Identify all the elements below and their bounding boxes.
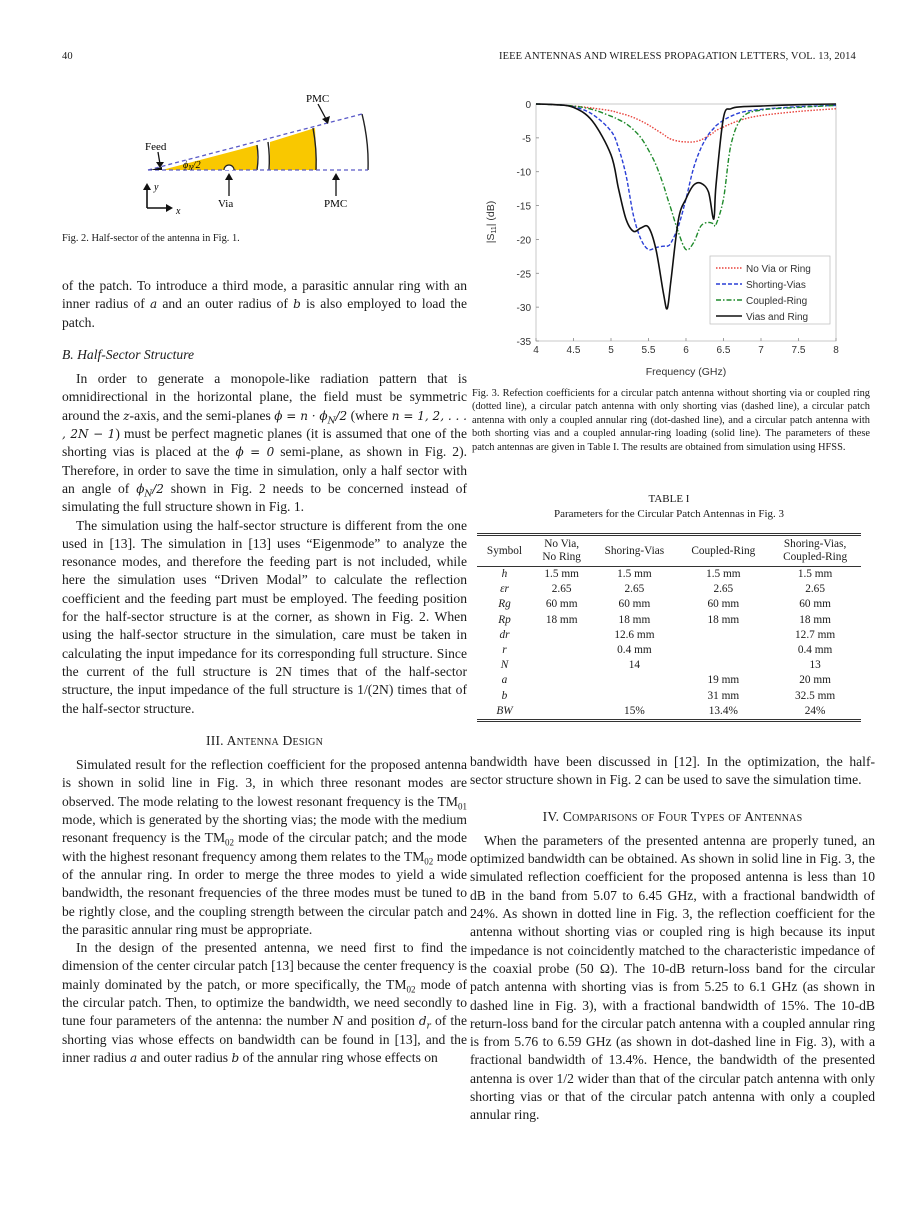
table-row: [477, 704, 861, 721]
column-header: Shoring-Vias, Coupled-Ring: [783, 538, 848, 563]
value-cell: 1.5 mm: [544, 568, 579, 580]
value-cell: 1.5 mm: [706, 568, 741, 580]
value-cell: 60 mm: [545, 598, 578, 611]
section-heading-iv: IV. Comparisons of Four Types of Antennas: [542, 808, 803, 824]
value-cell: [591, 673, 677, 688]
value-cell: 60 mm: [618, 598, 651, 611]
value-cell: 1.5 mm: [617, 568, 652, 580]
x-tick-label: 8: [833, 345, 839, 356]
value-cell: [677, 658, 769, 673]
y-tick-label: 0: [525, 100, 531, 111]
value-cell: [532, 704, 591, 721]
legend-entry: Shorting-Vias: [746, 280, 806, 291]
symbol-cell: Rg: [498, 598, 511, 611]
value-cell: 20 mm: [799, 674, 831, 687]
table-row: [477, 597, 861, 612]
x-axis-title: Frequency (GHz): [645, 366, 727, 378]
chart-legend: [710, 256, 830, 324]
legend-entry: Coupled-Ring: [746, 296, 808, 307]
y-tick-label: -5: [522, 133, 531, 145]
value-cell: [677, 628, 769, 643]
table-1: [477, 492, 861, 722]
value-cell: 15%: [624, 704, 645, 717]
symbol-cell: BW: [496, 704, 513, 717]
parameters-table: [477, 533, 861, 722]
legend-entry: No Via or Ring: [746, 264, 811, 275]
y-tick-label: -35: [516, 337, 531, 348]
value-cell: 31 mm: [707, 689, 740, 702]
x-tick-label: 4: [533, 345, 539, 356]
feed-label: Feed: [145, 141, 167, 153]
value-cell: 19 mm: [707, 674, 740, 687]
table-row: [477, 567, 861, 583]
value-cell: 2.65: [805, 583, 825, 596]
value-cell: 32.5 mm: [795, 689, 836, 702]
value-cell: [532, 658, 591, 673]
table-row: [477, 658, 861, 673]
value-cell: 0.4 mm: [797, 644, 833, 657]
value-cell: 24%: [804, 704, 826, 717]
symbol-cell: a: [501, 674, 508, 687]
x-tick-label: 7.5: [791, 345, 806, 356]
x-tick-label: 5.5: [641, 345, 656, 356]
table-row: [477, 689, 861, 704]
value-cell: [677, 643, 769, 658]
x-tick-label: 7: [758, 345, 764, 356]
y-tick-label: -25: [516, 269, 531, 281]
journal-header: IEEE ANTENNAS AND WIRELESS PROPAGATION LETTERS, VOL. 13, 2014: [499, 51, 856, 62]
column-header: Coupled-Ring: [691, 544, 756, 557]
y-tick-label: -30: [516, 303, 531, 315]
x-tick-label: 5: [608, 345, 614, 356]
y-axis-title: |S11| (dB): [485, 200, 498, 244]
value-cell: 12.7 mm: [795, 628, 836, 641]
column-header: Shoring-Vias: [604, 544, 665, 557]
table-row: [477, 673, 861, 688]
x-tick-label: 6.5: [716, 345, 731, 356]
page-number: 40: [62, 51, 73, 62]
pmc-bottom-label: PMC: [324, 198, 348, 210]
table-row: [477, 613, 861, 628]
half-sector-diagram: [140, 90, 380, 220]
value-cell: 14: [628, 659, 641, 672]
value-cell: [532, 673, 591, 688]
x-tick-label: 6: [683, 345, 689, 356]
paragraph: of the patch. To introduce a third mode, a parasitic annular ring with an inner radius of a and an outer radius of b is also employed to load the patch.: [62, 278, 468, 330]
paragraph: The simulation using the half-sector structure is different from the one used in [13]. The simulation in [13] uses “Eigenmode” to analyze the resonance modes, and therefore the feeding part is not included, while here the simulation uses “Driven Modal” to calculate the reflection coefficient and the feeding part must be employed. The feeding position for the half-sector structure is at the corner, as shown in Fig. 2. When using the half-sector structure in the simulation, care must be taken in calculating the input impedance for its corresponding full structure. Since the current of the full structure is 2N times that of the half-sector structure, the input impedance of the full structure is 1/(2N) times that of the half-sector structure.: [62, 517, 467, 716]
column-header: No Via, No Ring: [542, 538, 581, 563]
value-cell: 18 mm: [707, 613, 740, 626]
ring-sector: [270, 128, 317, 170]
y-tick-label: -20: [516, 235, 531, 247]
symbol-cell: r: [502, 644, 507, 657]
x-axis-label: x: [176, 206, 181, 217]
subsection-heading-b: B. Half-Sector Structure: [62, 346, 195, 362]
value-cell: 18 mm: [799, 613, 831, 626]
symbol-cell: εr: [500, 583, 509, 596]
y-axis-label: y: [154, 182, 159, 193]
table-row: [477, 643, 861, 658]
value-cell: 1.5 mm: [797, 568, 833, 580]
value-cell: 60 mm: [707, 598, 740, 611]
value-cell: 0.4 mm: [617, 644, 652, 657]
table-title: Parameters for the Circular Patch Antennas in Fig. 3: [553, 508, 785, 520]
via-symbol: [224, 165, 234, 170]
value-cell: 18 mm: [545, 613, 578, 626]
paragraph: bandwidth have been discussed in [12]. In the optimization, the half-sector structure shown in Fig. 2 can be used to save the simulation time.: [470, 754, 875, 788]
value-cell: 2.65: [551, 583, 572, 596]
value-cell: 60 mm: [799, 598, 831, 611]
symbol-cell: Rp: [498, 613, 511, 626]
patch-sector: [162, 145, 257, 170]
value-cell: 12.6 mm: [614, 628, 655, 641]
symbol-cell: h: [501, 568, 508, 580]
section-heading-iii: III. Antenna Design: [205, 732, 323, 748]
value-cell: [532, 689, 591, 704]
left-column: [62, 277, 467, 1067]
symbol-cell: b: [501, 689, 508, 702]
value-cell: 2.65: [624, 583, 645, 596]
column-header: Symbol: [486, 544, 523, 557]
paragraph: Simulated result for the reflection coefficient for the proposed antenna is shown in solid line in Fig. 3, in which three resonant modes are observed. The mode relating to the lowest resonant frequency is the $TM_{01}$ mode, which is generated by the shorting vias; the mode with the medium resonant frequency is the $TM_{02}$ mode of the circular patch; and the mode with the highest resonant frequency among them relates to the $TM_{02}$ mode of the annular ring. In order to merge the three modes to yield a wide bandwidth, the resonant frequencies of the three modes must be tuned to be rightly close, and the coupling strength between the circular patch and the parasitic annular ring must be appropriate.: [62, 757, 467, 937]
table-row: [477, 582, 861, 597]
legend-entry: Vias and Ring: [746, 312, 809, 323]
angle-label: $\phi_N/2$: [183, 160, 201, 172]
via-label: Via: [218, 198, 234, 210]
symbol-cell: N: [500, 659, 509, 672]
paragraph: When the parameters of the presented antenna are properly tuned, an optimized bandwidth can be obtained. As shown in solid line in Fig. 3, the simulated reflection coefficient for the proposed antenna is less than 10 dB in the band from 5.07 to 6.45 GHz, with a fractional bandwidth of 24%. As shown in dotted line in Fig. 3, the reflection coefficient for the antenna without shorting vias or coupled ring is high because its input impedance is not coincidently matched to the characteristic impedance of the coaxial probe (50 Ω). The 10-dB return-loss band for the circular patch antenna with shorting vias is from 5.25 to 6.1 GHz (as shown in dashed line in Fig. 3), with a fractional bandwidth of 15%. The 10-dB return-loss band for the circular patch antenna with a coupled annular ring is from 5.76 to 6.59 GHz (as shown in dot-dashed line in Fig. 3), with a fractional bandwidth of 13.4%. Hence, the bandwidth of the presented antenna is over 1/2 wider than that of the circular patch antenna with only shorting vias or that of the circular patch antenna with only a coupled annular ring.: [470, 832, 875, 1123]
value-cell: 2.65: [713, 583, 734, 596]
y-tick-label: -10: [516, 167, 531, 179]
fig3-caption: Fig. 3. Refection coefficients for a circular patch antenna without shorting via or coupled ring (dotted line), a circular patch antenna with only shorting vias (dashed line), a circular patch antenna with only a coupled annular ring (dot-dashed line), and a circular patch antenna with both shorting vias and a coupled annular-ring loading (solid line). The parameters of these patch antennas are given in Table I. The results are obtained from simulation using HFSS.: [472, 388, 870, 453]
figure-2: [140, 90, 380, 220]
s11-chart: [470, 90, 850, 380]
table-label: TABLE I: [648, 493, 690, 505]
value-cell: [532, 643, 591, 658]
symbol-cell: dr: [499, 628, 510, 641]
value-cell: 18 mm: [618, 613, 651, 626]
paragraph: In order to generate a monopole-like radiation pattern that is omnidirectional in the horizontal plane, the field must be symmetric around the z-axis, and the semi-planes $\phi = n \cdot \phi_N/2$ (where n = 1, 2, . . . , 2N − 1) must be perfect magnetic planes (it is assumed that one of the shorting vias is placed at the ϕ = 0 semi-plane, as shown in Fig. 2). Therefore, in order to save the time in simulation, only a half sector with an angle of $\phi_N/2$ shown in Fig. 2 needs to be concerned instead of simulating the full structure shown in Fig. 1.: [62, 371, 468, 515]
x-tick-label: 4.5: [566, 345, 581, 356]
right-column: [470, 753, 875, 1125]
value-cell: 13.4%: [708, 704, 738, 717]
value-cell: [532, 628, 591, 643]
y-tick-label: -15: [516, 201, 531, 213]
value-cell: 13: [809, 659, 821, 672]
table-row: [477, 628, 861, 643]
figure-3-chart: [470, 90, 850, 380]
fig2-caption: Fig. 2. Half-sector of the antenna in Fig. 1.: [62, 233, 240, 244]
paragraph: In the design of the presented antenna, we need first to find the dimension of the center circular patch [13] because the center frequency is mainly dominated by the patch, or more specifically, the $TM_{02}$ mode of the circular patch. Then, to optimize the bandwidth, we need secondly to tune four parameters of the antenna: the number N and position $d_r$ of the shorting vias whose effects on bandwidth can be found in [13], and the inner radius a and outer radius b of the annular ring whose effects on: [62, 940, 467, 1065]
value-cell: [591, 689, 677, 704]
pmc-top-label: PMC: [306, 93, 330, 105]
